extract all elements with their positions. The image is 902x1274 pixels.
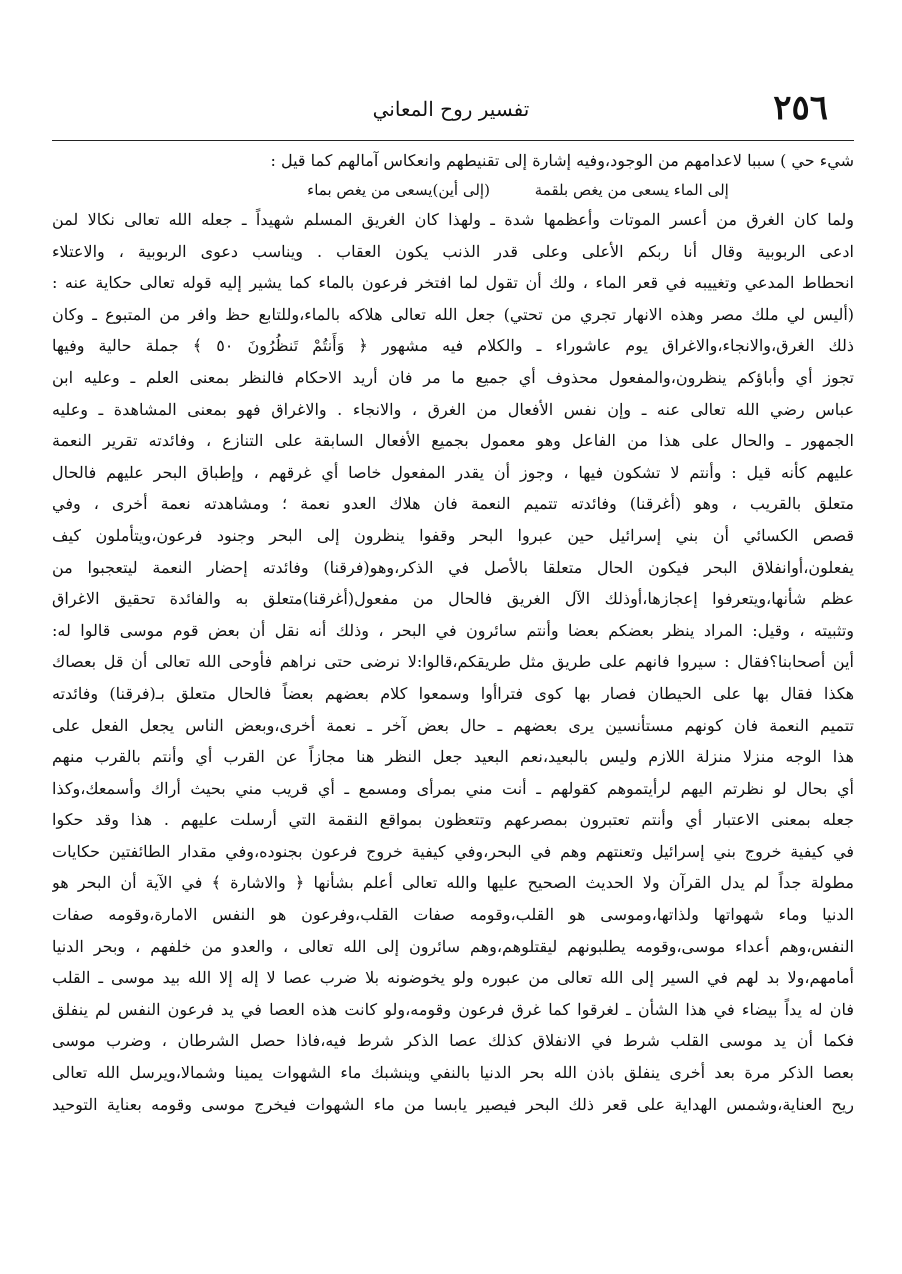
body-line: ولما كان الغرق من أعسر الموتات وأعظمها شدة ـ ولهذا كان الغريق المسلم شهيداً ـ جعله الله تعالى نكالا لمن [52,210,854,229]
body-line: بعصا الذكر مرة بعد أخرى ينفلق باذن الله بحر الدنيا بالنفي وينشبك ماء الشهوات يمينا وشمالا،ويرسل الله تعالى [52,1063,854,1083]
body-line: الجمهور ـ والحال على هذا من الفاعل وهو معمول بجميع الأفعال السابقة على التنازع ، وفائدته تقرير النعمة [52,431,854,451]
verse-hemistich-right: إلى الماء يسعى من يغص بلقمة [534,181,729,199]
body-line: أمامهم،ولا بد لهم في السير إلى الله تعالى من عبوره ولو يخوضونه بلا ضرب عصا لا إله إلا الله بيد موسى ـ القلب [52,968,854,988]
page-number: ٢٥٦ [773,88,828,128]
body-line: عباس رضي الله تعالى عنه ـ وإن نفس الأفعال من الغرق ، والانجاء . والاغراق فهو بمعنى المشاهدة ـ وعليه [52,399,854,419]
page-header [40,88,862,140]
body-line: الدنيا وماء شهواتها ولذاتها،وموسى هو القلب،وقومه صفات القلب،وفرعون هو النفس الامارة،وقومه صفات [52,905,854,925]
body-line: ريح العناية،وشمس الهداية على قعر ذلك البحر فيصير يابسا من ماء الشهوات فيخرج موسى وقومه بعناية التوحيد [52,1094,854,1114]
body-line: عظم شأنها،ويتعرفوا إعجازها،أوذلك الآل الغريق فالحال من مفعول(أغرقنا)متعلق به والفائدة تحقيق الاغراق [52,589,854,609]
running-title: تفسير روح المعاني [372,97,530,121]
body-line: شيء حي ) سببا لاعدامهم من الوجود،وفيه إشارة إلى تقنيطهم وانعكاس آمالهم كما قيل : [270,151,854,170]
verse-couplet [52,176,854,204]
body-line: انحطاط المدعي وتغييبه في قعر الماء ، ولك أن تقول لما افتخر فرعون بالماء كما يشير إليه قوله تعالى حكاية عنه : [52,273,854,293]
body-text [52,146,854,1152]
body-line: فان له يداً بيضاء في هذا الشأن ـ لغرقوا كما غرق فرعون وقومه،ولو كانت هذه العصا في يد فرعون النفس لم ينفلق [52,999,854,1019]
body-line: ادعى الربوبية وقال أنا ربكم الأعلى وعلى قدر الذنب يكون العقاب . ويناسب دعوى الربوبية ، والاعتلاء [52,241,854,261]
body-line: أين أصحابنا؟فقال : سيروا فانهم على طريق مثل طريقكم،قالوا:لا نرضى حتى نراهم فأوحى الله تعالى أن قل بعصاك [52,652,854,672]
header-divider [52,140,854,141]
body-line: هكذا فقال بها على الحيطان فصار بها كوى فتراأوا وسمعوا كلام بعضهم بعضاً فالحال متعلق بـ(فرقنا) وفائدته [52,683,854,703]
body-line [52,1120,854,1152]
body-line: قصص الكسائي أن بني إسرائيل حين عبروا البحر وقفوا ينظرون إلى البحر وجنود فرعون،ويتأملون كيف [52,525,854,545]
verse-hemistich-left: (إلى أين)يسعى من يغص بماء [307,181,490,199]
body-line: مطولة جداً لم يدل القرآن ولا الحديث الصحيح عليها والله تعالى أعلم بشأنها ﴿ والاشارة ﴾ في الآية أن البحر هو [52,873,854,893]
body-line: النفس،وهم أعداء موسى،وقومه يطلبونهم ليقتلوهم،وهم سائرون إلى الله تعالى ، والعدو من خلفهم ، وبحر الدنيا [52,936,854,956]
body-line: متعلق بالقريب ، وهو (أغرقنا) وفائدته تتميم النعمة فان هلاك العدو نعمة ؛ ومشاهدته نعمة أخرى ، وفي [52,494,854,514]
body-line: يفعلون،أوانفلاق البحر فيكون الحال متعلقا بالأصل في الذكر،وهو(فرقنا) وفائدته إحضار النعمة ليتعجبوا من [52,557,854,577]
body-line: وتثبيته ، وقيل: المراد ينظر بعضكم بعضا وأنتم سائرون في البحر ، وذلك أنه نقل أن بعض قوم موسى قالوا له: [52,620,854,640]
body-line: تتميم النعمة فان كونهم مستأنسين يرى بعضهم ـ حال بعض آخر ـ نعمة أخرى،وبعض الناس يجعل الفعل على [52,715,854,735]
body-line: تجوز أي وأباؤكم ينظرون،والمفعول محذوف أي جميع ما مر فان أريد الاحكام فالنظر بمعنى العلم ـ وعليه ابن [52,367,854,387]
body-line: هذا الوجه منزلا منزلة اللازم وليس بالبعيد،نعم البعيد جعل النظر هنا مجازاً عن القرب أي وأنتم بالقرب منهم [52,747,854,767]
body-line: ذلك الغرق،والانجاء،والاغراق يوم عاشوراء ـ والكلام فيه مشهور ﴿ وَأَنتُمْ تَنظُرُونَ ٥٠ ﴾ جملة حالية وفيها [52,336,854,356]
body-line: (أليس لي ملك مصر وهذه الانهار تجري من تحتي) جعل الله تعالى هلاكه بالماء،وللتابع حظ وافر من المتبوع ـ وكان [52,304,854,324]
body-line: فكما أن يد موسى القلب شرط في الانفلاق كذلك عصا الذكر شرط فيه،فاذا حصل الشرطان ، وضرب موسى [52,1031,854,1051]
body-line: عليهم كأنه قيل : وأنتم لا تشكون فيها ، وجوز أن يقدر المفعول خاصا أي غرقهم ، وإطباق البحر عليهم فالحال [52,462,854,482]
body-line: أي بحال لو نظرتم اليهم لرأيتموهم كقولهم ـ أنت مني بمرأى ومسمع ـ أي قريب مني بحيث أراك وأسمعك،وكذا [52,778,854,798]
body-line: في كيفية خروج بني إسرائيل وتعنتهم وهم في البحر،وفي كيفية خروج فرعون بجنوده،وفي مقدار الطائفتين حكايات [52,841,854,861]
body-line: جعله بمعنى الاعتبار أي وأنتم تعتبرون بمصرعهم وتتعظون بمواقع النقمة التي أرسلت عليهم . هذا وقد حكوا [52,810,854,830]
